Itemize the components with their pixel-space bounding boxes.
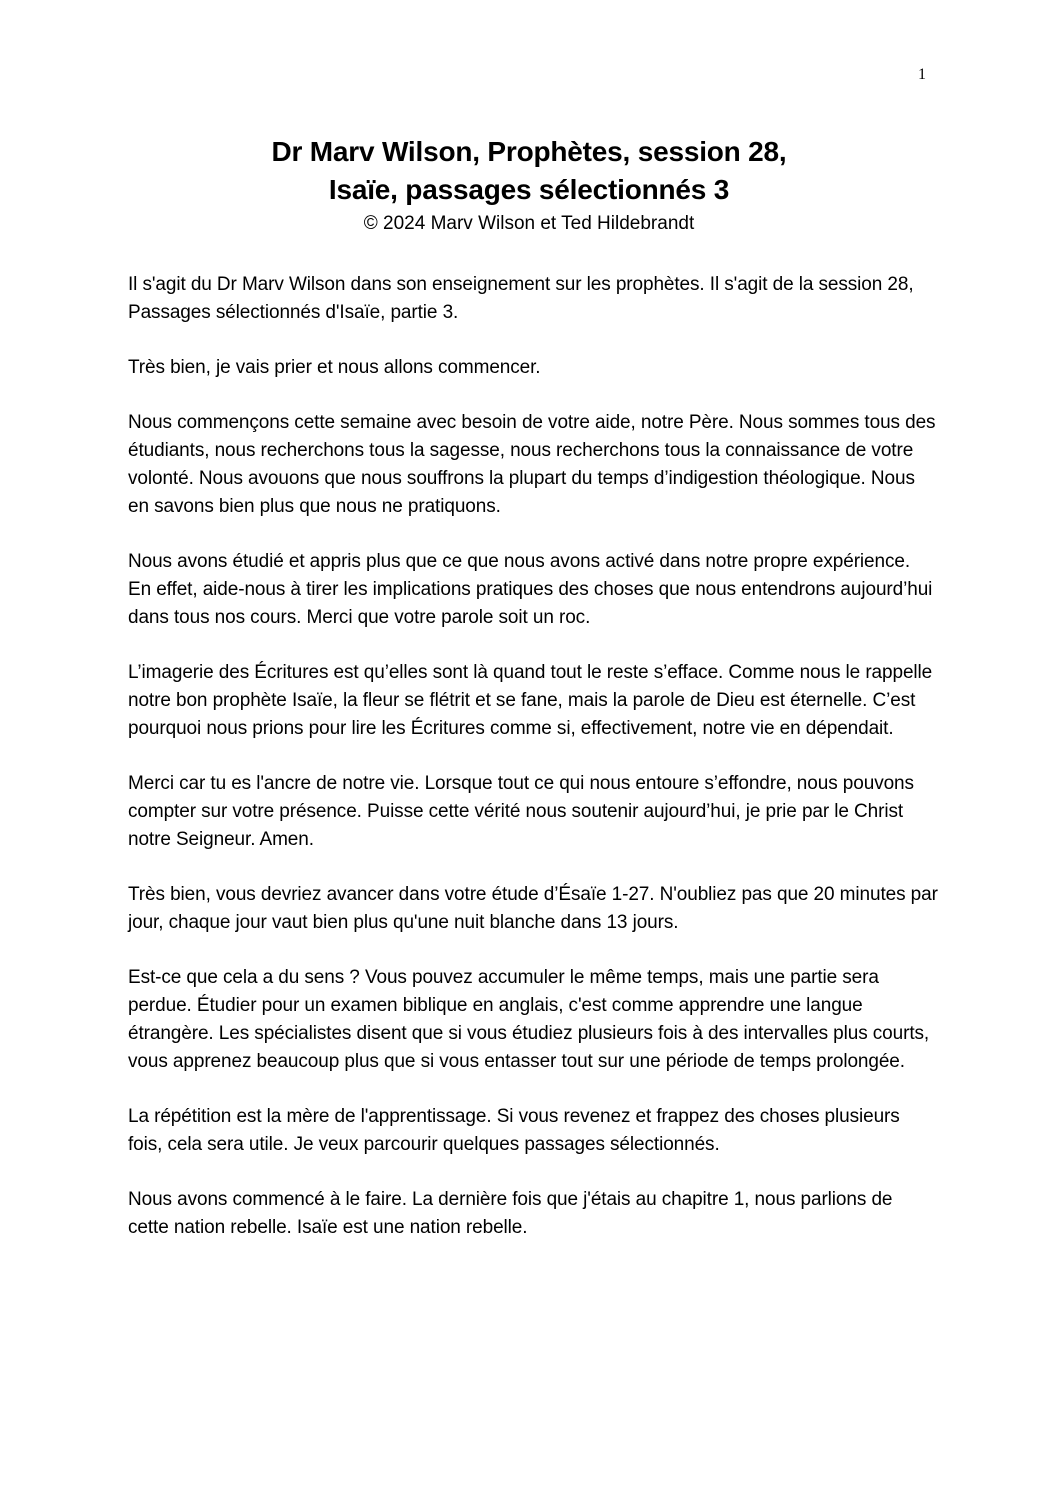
paragraph: Nous commençons cette semaine avec besoin de votre aide, notre Père. Nous sommes tous des étudiants, nous recherchons tous la sagesse, nous recherchons tous la connaissance de votre volonté. Nous avouons que nous souffrons la plupart du temps d’indigestion théologique. Nous en savons bien plus que nous ne pratiquons. <box>128 412 936 517</box>
page-number: 1 <box>918 66 926 83</box>
paragraph: Très bien, je vais prier et nous allons commencer. <box>128 357 541 378</box>
paragraph: Est-ce que cela a du sens ? Vous pouvez accumuler le même temps, mais une partie sera perdue. Étudier pour un examen biblique en anglais, c'est comme apprendre une langue étrangère. Les spécialistes disent que si vous étudiez plusieurs fois à des intervalles plus courts, vous apprenez beaucoup plus que si vous entasser tout sur une période de temps prolongée. <box>128 967 930 1072</box>
paragraph: Nous avons commencé à le faire. La dernière fois que j'étais au chapitre 1, nous parlions de cette nation rebelle. Isaïe est une nation rebelle. <box>128 1189 893 1238</box>
document-header <box>0 133 1058 237</box>
document-title-line-1: Dr Marv Wilson, Prophètes, session 28, <box>271 136 787 167</box>
paragraph: L’imagerie des Écritures est qu’elles sont là quand tout le reste s’efface. Comme nous le rappelle notre bon prophète Isaïe, la fleur se flétrit et se fane, mais la parole de Dieu est éternelle. C’est pourquoi nous prions pour lire les Écritures comme si, effectivement, notre vie en dépendait. <box>128 662 933 739</box>
paragraph: La répétition est la mère de l'apprentissage. Si vous revenez et frappez des choses plusieurs fois, cela sera utile. Je veux parcourir quelques passages sélectionnés. <box>128 1106 900 1155</box>
paragraph: Merci car tu es l'ancre de notre vie. Lorsque tout ce qui nous entoure s’effondre, nous pouvons compter sur votre présence. Puisse cette vérité nous soutenir aujourd’hui, je prie par le Christ notre Seigneur. Amen. <box>128 773 914 850</box>
paragraph: Il s'agit du Dr Marv Wilson dans son enseignement sur les prophètes. Il s'agit de la session 28, Passages sélectionnés d'Isaïe, partie 3. <box>128 274 914 323</box>
copyright-notice: © 2024 Marv Wilson et Ted Hildebrandt <box>363 213 695 234</box>
document-body <box>128 271 938 1269</box>
paragraph: Nous avons étudié et appris plus que ce que nous avons activé dans notre propre expérience. En effet, aide-nous à tirer les implications pratiques des choses que nous entendrons aujourd’hui dans tous nos cours. Merci que votre parole soit un roc. <box>128 551 933 628</box>
document-title-line-2: Isaïe, passages sélectionnés 3 <box>328 174 730 205</box>
paragraph: Très bien, vous devriez avancer dans votre étude d’Ésaïe 1-27. N'oubliez pas que 20 minutes par jour, chaque jour vaut bien plus qu'une nuit blanche dans 13 jours. <box>128 884 938 933</box>
